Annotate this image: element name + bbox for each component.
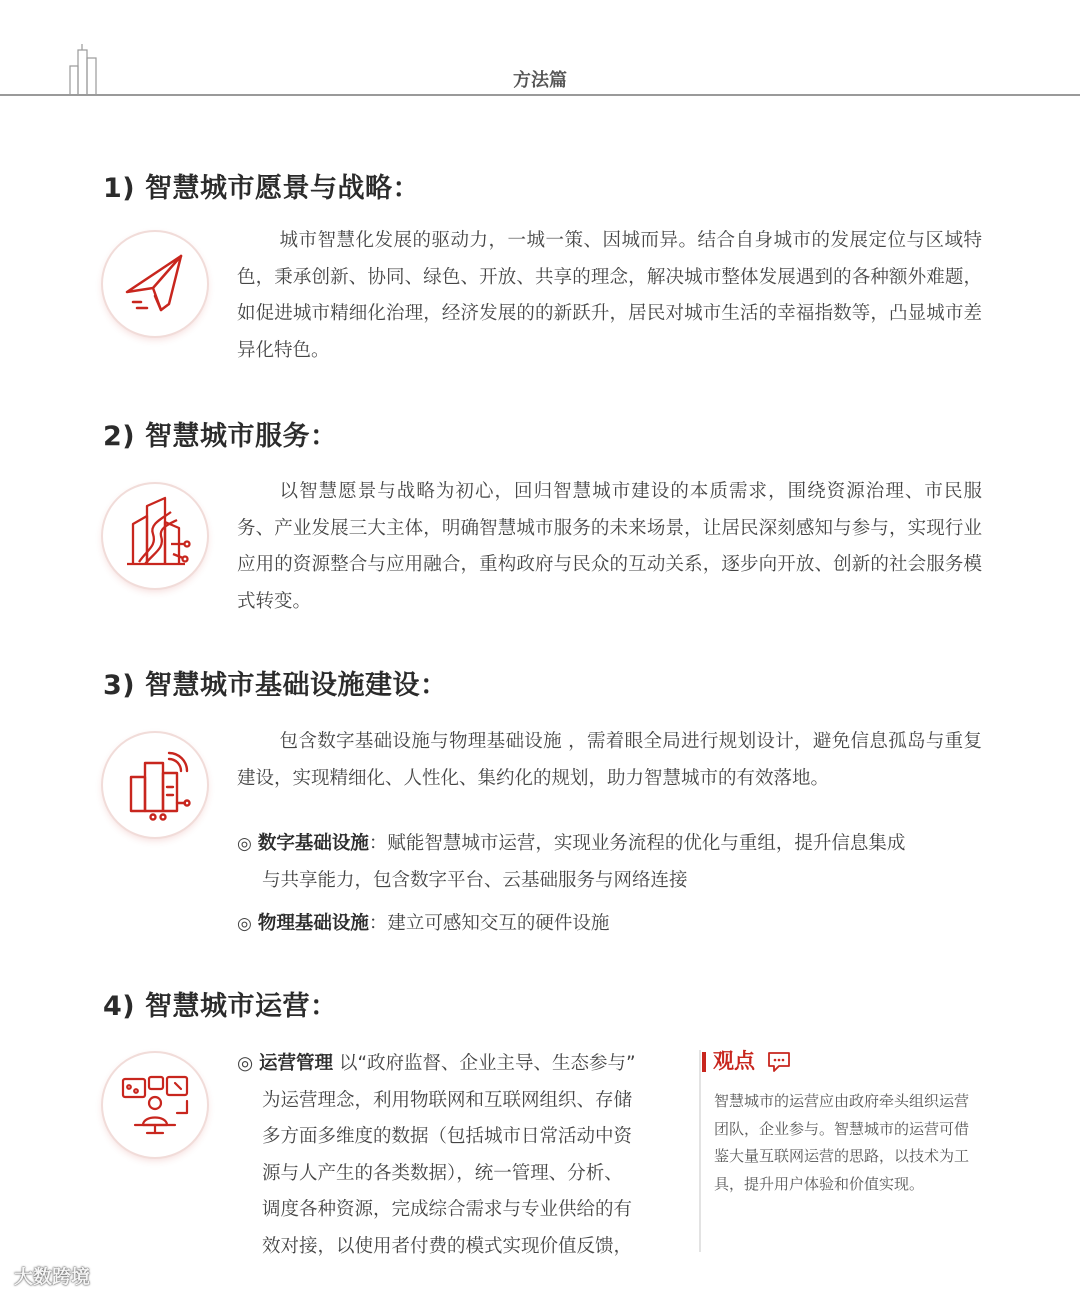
- operations-paragraph: [237, 1046, 673, 1265]
- ops-line: 效对接，以使用者付费的模式实现价值反馈，: [262, 1235, 633, 1257]
- operations-screen-icon: [103, 1053, 207, 1157]
- page-label: 方法篇: [513, 70, 567, 91]
- sidebar-divider: [699, 1050, 701, 1252]
- bullet-text-continued: 与共享能力，包含数字平台、云基础服务与网络连接: [262, 869, 688, 891]
- bullet-mark: ◎: [237, 914, 252, 934]
- ops-line: 以“政府监督、企业主导、生态参与”: [333, 1053, 636, 1074]
- chat-bubble-icon: [767, 1051, 791, 1073]
- section-body: 以智慧愿景与战略为初心，回归智慧城市建设的本质需求，围绕资源治理、市民服务、产业发展三大主体，明确智慧城市服务的未来场景，让居民深刻感知与参与，实现行业应用的资源整合与应用融合，重构政府与民众的互动关系，逐步向开放、创新的社会服务模式转变。: [237, 481, 982, 612]
- sidebar-accent-bar: [702, 1052, 706, 1072]
- bullet-term: 物理基础设施: [257, 913, 369, 934]
- section-title: 2) 智慧城市服务：: [103, 421, 338, 452]
- bullet-term: 运营管理: [259, 1053, 334, 1074]
- watermark: 大数跨境: [14, 1266, 91, 1288]
- bullet-term: 数字基础设施: [257, 833, 369, 854]
- bullet-text: ：建立可感知交互的硬件设施: [368, 913, 610, 934]
- bullet-mark: ◎: [237, 1053, 254, 1074]
- section-body: 城市智慧化发展的驱动力，一城一策、因城而异。结合自身城市的发展定位与区域特色，秉承创新、协同、绿色、开放、共享的理念，解决城市整体发展遇到的各种额外难题，如促进城市精细化治理，经济发展的的新跃升，居民对城市生活的幸福指数等，凸显城市差异化特色。: [237, 230, 982, 361]
- ops-line: 多方面多维度的数据（包括城市日常活动中资: [262, 1126, 633, 1147]
- ops-line: 源与人产生的各类数据），统一管理、分析、: [262, 1162, 623, 1184]
- city-buildings-icon: [103, 484, 207, 588]
- bullet-mark: ◎: [237, 834, 252, 854]
- sidebar-text: 智慧城市的运营应由政府牵头组织运营团队，企业参与。智慧城市的运营可借鉴大量互联网运营的思路，以技术为工具，提升用户体验和价值实现。: [714, 1092, 970, 1193]
- smart-infrastructure-icon: [103, 733, 207, 837]
- section-title: 1) 智慧城市愿景与战略：: [103, 173, 421, 204]
- bullet-text: ：赋能智慧城市运营，实现业务流程的优化与重组，提升信息集成: [368, 833, 906, 854]
- paper-plane-icon: [103, 232, 207, 336]
- header-divider: [0, 94, 1080, 96]
- ops-line: 调度各种资源，完成综合需求与专业供给的有: [262, 1199, 633, 1220]
- section-title: 3) 智慧城市基础设施建设：: [103, 670, 448, 701]
- section-body: 包含数字基础设施与物理基础设施 ，需着眼全局进行规划设计，避免信息孤岛与重复建设，实现精细化、人性化、集约化的规划，助力智慧城市的有效落地。: [237, 731, 982, 789]
- ops-line: 为运营理念，利用物联网和互联网组织、存储: [262, 1089, 633, 1111]
- bullet-digital-infrastructure: [237, 826, 982, 899]
- section-title: 4) 智慧城市运营：: [103, 991, 338, 1022]
- building-logo-icon: [66, 44, 100, 96]
- bullet-physical-infrastructure: [237, 906, 982, 943]
- sidebar-title: 观点: [713, 1049, 755, 1073]
